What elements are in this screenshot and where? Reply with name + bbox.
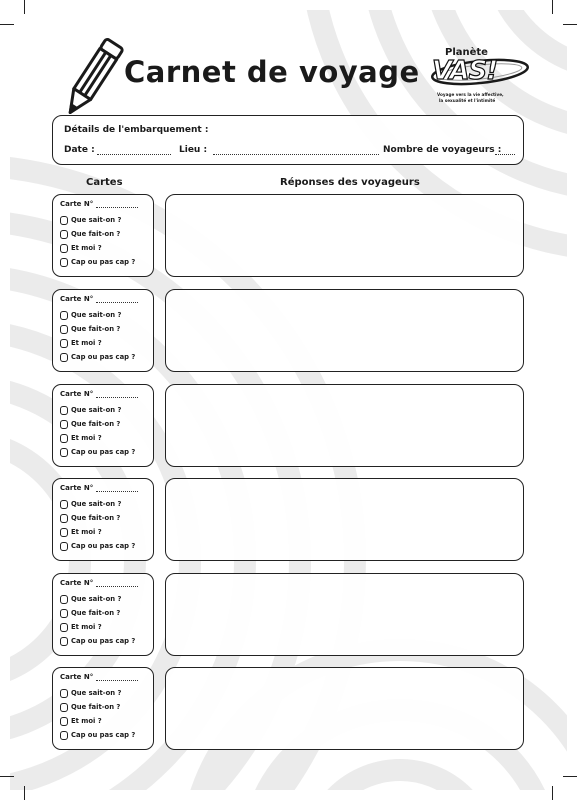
checkbox-icon[interactable] bbox=[60, 434, 68, 443]
card-box bbox=[52, 194, 154, 277]
response-box[interactable] bbox=[165, 478, 524, 561]
responses-column-header: Réponses des voyageurs bbox=[280, 177, 420, 188]
details-heading: Détails de l'embarquement : bbox=[64, 125, 209, 135]
logo-tagline: la sexualité et l'intimité bbox=[439, 98, 496, 103]
response-box[interactable] bbox=[165, 194, 524, 277]
checkbox-icon[interactable] bbox=[60, 230, 68, 239]
crop-mark bbox=[552, 786, 553, 800]
option-que-sait-on[interactable]: Que sait-on ? bbox=[60, 498, 121, 510]
checkbox-icon[interactable] bbox=[60, 623, 68, 632]
checkbox-icon[interactable] bbox=[60, 420, 68, 429]
logo-planete-text: Planète bbox=[445, 47, 488, 58]
logo-vas-text: VAS! bbox=[432, 56, 498, 86]
option-que-sait-on[interactable]: Que sait-on ? bbox=[60, 309, 121, 321]
checkbox-icon[interactable] bbox=[60, 514, 68, 523]
logo-tagline: Voyage vers la vie affective, bbox=[437, 92, 504, 97]
voyageurs-field[interactable] bbox=[495, 154, 515, 155]
checkbox-icon[interactable] bbox=[60, 353, 68, 362]
voyageurs-label: Nombre de voyageurs : bbox=[383, 145, 502, 155]
option-et-moi[interactable]: Et moi ? bbox=[60, 715, 102, 727]
option-cap-ou-pas-cap[interactable]: Cap ou pas cap ? bbox=[60, 635, 135, 647]
response-box[interactable] bbox=[165, 573, 524, 656]
card-number-field[interactable] bbox=[96, 397, 138, 398]
card-number-field[interactable] bbox=[96, 680, 138, 681]
lieu-field[interactable] bbox=[213, 154, 379, 155]
option-cap-ou-pas-cap[interactable]: Cap ou pas cap ? bbox=[60, 729, 135, 741]
checkbox-icon[interactable] bbox=[60, 595, 68, 604]
checkbox-icon[interactable] bbox=[60, 500, 68, 509]
card-box bbox=[52, 289, 154, 372]
option-et-moi[interactable]: Et moi ? bbox=[60, 337, 102, 349]
card-number-label: Carte N° bbox=[60, 673, 94, 681]
checkbox-icon[interactable] bbox=[60, 609, 68, 618]
crop-mark bbox=[0, 24, 14, 25]
checkbox-icon[interactable] bbox=[60, 637, 68, 646]
response-box[interactable] bbox=[165, 667, 524, 750]
checkbox-icon[interactable] bbox=[60, 703, 68, 712]
card-number-label: Carte N° bbox=[60, 390, 94, 398]
option-que-fait-on[interactable]: Que fait-on ? bbox=[60, 512, 120, 524]
card-number-label: Carte N° bbox=[60, 579, 94, 587]
option-cap-ou-pas-cap[interactable]: Cap ou pas cap ? bbox=[60, 256, 135, 268]
crop-mark bbox=[0, 776, 14, 777]
crop-mark bbox=[24, 786, 25, 800]
crop-mark bbox=[563, 24, 577, 25]
option-que-fait-on[interactable]: Que fait-on ? bbox=[60, 418, 120, 430]
card-box bbox=[52, 573, 154, 656]
checkbox-icon[interactable] bbox=[60, 258, 68, 267]
card-number-field[interactable] bbox=[96, 302, 138, 303]
crop-mark bbox=[24, 0, 25, 14]
lieu-label: Lieu : bbox=[179, 145, 208, 155]
option-que-sait-on[interactable]: Que sait-on ? bbox=[60, 404, 121, 416]
date-label: Date : bbox=[64, 145, 95, 155]
option-que-fait-on[interactable]: Que fait-on ? bbox=[60, 323, 120, 335]
checkbox-icon[interactable] bbox=[60, 448, 68, 457]
option-et-moi[interactable]: Et moi ? bbox=[60, 432, 102, 444]
option-cap-ou-pas-cap[interactable]: Cap ou pas cap ? bbox=[60, 351, 135, 363]
checkbox-icon[interactable] bbox=[60, 689, 68, 698]
pencil-icon bbox=[58, 33, 126, 125]
option-et-moi[interactable]: Et moi ? bbox=[60, 621, 102, 633]
card-box bbox=[52, 478, 154, 561]
checkbox-icon[interactable] bbox=[60, 325, 68, 334]
checkbox-icon[interactable] bbox=[60, 339, 68, 348]
option-que-fait-on[interactable]: Que fait-on ? bbox=[60, 228, 120, 240]
card-box bbox=[52, 667, 154, 750]
response-box[interactable] bbox=[165, 289, 524, 372]
checkbox-icon[interactable] bbox=[60, 731, 68, 740]
card-number-label: Carte N° bbox=[60, 484, 94, 492]
option-que-sait-on[interactable]: Que sait-on ? bbox=[60, 214, 121, 226]
page-title: Carnet de voyage bbox=[124, 55, 420, 89]
checkbox-icon[interactable] bbox=[60, 528, 68, 537]
checkbox-icon[interactable] bbox=[60, 406, 68, 415]
card-number-field[interactable] bbox=[96, 586, 138, 587]
checkbox-icon[interactable] bbox=[60, 717, 68, 726]
checkbox-icon[interactable] bbox=[60, 216, 68, 225]
option-que-fait-on[interactable]: Que fait-on ? bbox=[60, 607, 120, 619]
option-que-sait-on[interactable]: Que sait-on ? bbox=[60, 593, 121, 605]
checkbox-icon[interactable] bbox=[60, 244, 68, 253]
response-box[interactable] bbox=[165, 384, 524, 467]
card-number-field[interactable] bbox=[96, 491, 138, 492]
boarding-details-box bbox=[52, 115, 524, 165]
card-box bbox=[52, 384, 154, 467]
checkbox-icon[interactable] bbox=[60, 542, 68, 551]
card-number-label: Carte N° bbox=[60, 295, 94, 303]
card-number-label: Carte N° bbox=[60, 200, 94, 208]
option-que-sait-on[interactable]: Que sait-on ? bbox=[60, 687, 121, 699]
date-field[interactable] bbox=[97, 154, 171, 155]
option-et-moi[interactable]: Et moi ? bbox=[60, 242, 102, 254]
crop-mark bbox=[552, 0, 553, 14]
cards-column-header: Cartes bbox=[86, 177, 123, 188]
option-cap-ou-pas-cap[interactable]: Cap ou pas cap ? bbox=[60, 540, 135, 552]
option-que-fait-on[interactable]: Que fait-on ? bbox=[60, 701, 120, 713]
option-cap-ou-pas-cap[interactable]: Cap ou pas cap ? bbox=[60, 446, 135, 458]
option-et-moi[interactable]: Et moi ? bbox=[60, 526, 102, 538]
card-number-field[interactable] bbox=[96, 207, 138, 208]
checkbox-icon[interactable] bbox=[60, 311, 68, 320]
crop-mark bbox=[563, 776, 577, 777]
